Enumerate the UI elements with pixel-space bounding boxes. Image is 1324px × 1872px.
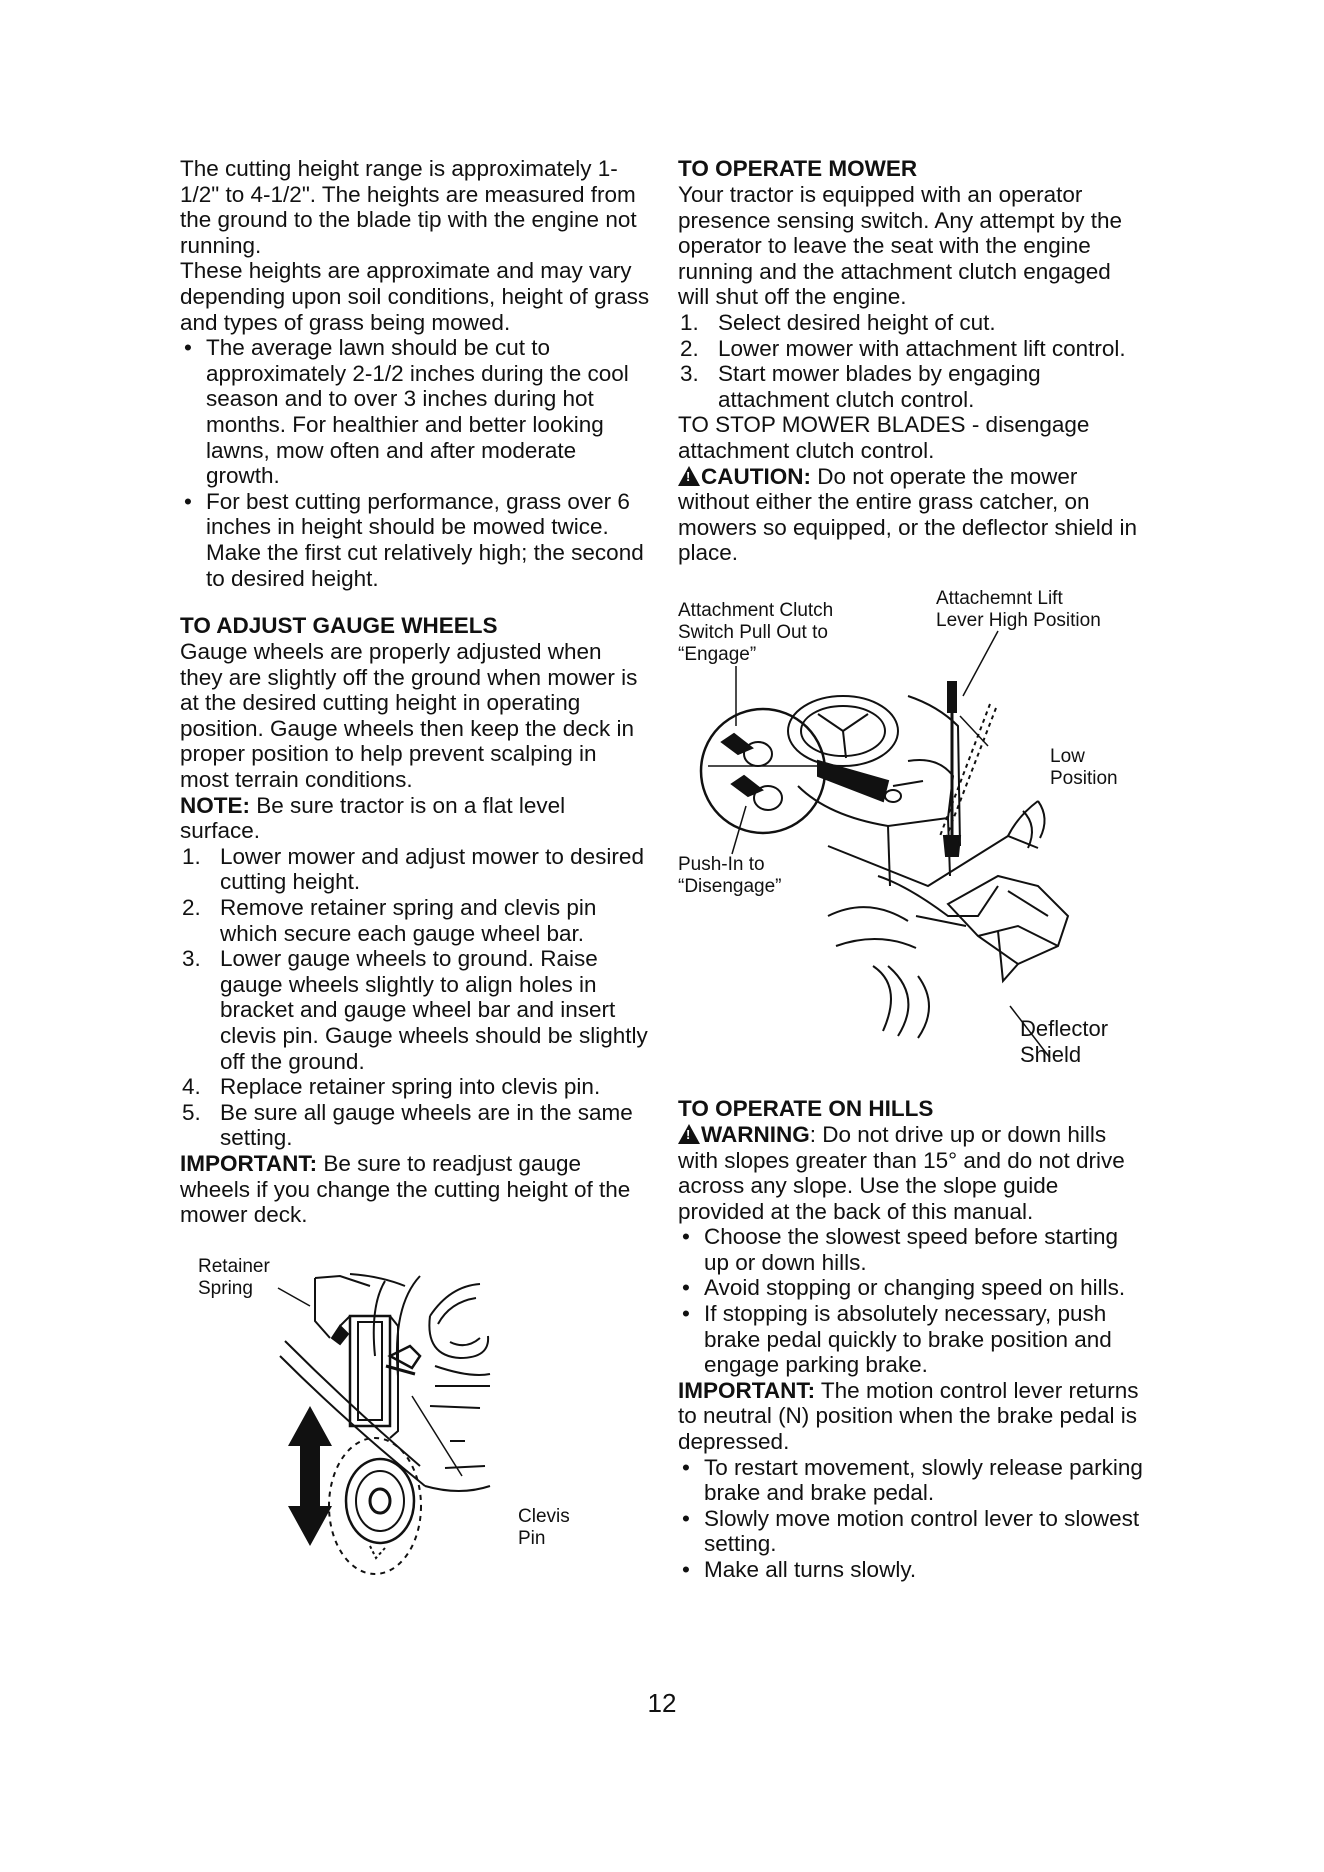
step-text: Be sure all gauge wheels are in the same setting.	[220, 1099, 633, 1151]
stop-blades-paragraph: TO STOP MOWER BLADES - disengage attachment clutch control.	[678, 412, 1090, 463]
attachment-control-figure	[678, 586, 1148, 1096]
caution-text: Do not operate the mower without either the entire grass catcher, on mowers so equipped, or the deflector shield in place.	[678, 463, 1138, 566]
list-item	[180, 844, 650, 895]
list-item: • Slowly move motion control lever to slowest setting.	[678, 1506, 1148, 1557]
list-item: • To restart movement, slowly release parking brake and brake pedal.	[678, 1455, 1148, 1506]
step-text: Select desired height of cut.	[718, 309, 996, 335]
important-paragraph	[678, 1378, 1148, 1455]
step-number: 2.	[182, 895, 201, 921]
important-text: Be sure to readjust gauge wheels if you change the cutting height of the mower deck.	[180, 1150, 631, 1228]
intro-paragraph-1: The cutting height range is approximately 1-1/2" to 4-1/2". The heights are measured from the ground to the blade tip with the engine not running.	[180, 156, 637, 258]
clutch-switch-label: Attachment Clutch Switch Pull Out to “Engage”	[678, 599, 834, 665]
important-label: IMPORTANT:	[180, 1150, 318, 1176]
operate-hills-heading: TO OPERATE ON HILLS	[678, 1095, 934, 1121]
list-item: • Avoid stopping or changing speed on hills.	[678, 1275, 1148, 1301]
gauge-wheels-paragraph: Gauge wheels are properly adjusted when they are slightly off the ground when mower is at the desired cutting height in operating position. Gauge wheels then keep the deck in proper position to help prevent scalping in most terrain conditions.	[180, 639, 638, 793]
retainer-spring-label: Retainer Spring	[198, 1255, 270, 1299]
gauge-wheel-figure	[180, 1246, 650, 1586]
deflector-shield-label: Deflector Shield	[1020, 1015, 1109, 1067]
list-item: • Make all turns slowly.	[678, 1557, 1148, 1583]
step-number: 3.	[182, 946, 201, 972]
important-label: IMPORTANT:	[678, 1377, 816, 1403]
caution-label: CAUTION:	[701, 463, 811, 489]
step-number: 3.	[680, 361, 699, 387]
list-item: • For best cutting performance, grass over 6 inches in height should be mowed twice. Make the first cut relatively high; the second to desired height.	[180, 489, 650, 591]
note-paragraph	[180, 793, 650, 844]
warning-icon	[678, 466, 700, 486]
restart-tips-list	[678, 1455, 1148, 1583]
step-text: Start mower blades by engaging attachment clutch control.	[718, 361, 1041, 412]
step-text: Remove retainer spring and clevis pin which secure each gauge wheel bar.	[220, 895, 597, 946]
important-text: The motion control lever returns to neutral (N) position when the brake pedal is depressed.	[678, 1377, 1139, 1455]
warning-icon	[678, 1124, 700, 1144]
left-column	[180, 156, 650, 1586]
list-item	[180, 1074, 650, 1100]
list-item	[678, 336, 1148, 362]
clevis-pin-label: Clevis Pin	[518, 1505, 570, 1549]
step-text: Lower mower and adjust mower to desired cutting height.	[220, 843, 644, 895]
note-text: Be sure tractor is on a flat level surface.	[180, 792, 566, 844]
gauge-wheels-heading: TO ADJUST GAUGE WHEELS	[180, 613, 498, 639]
hill-tips-list	[678, 1224, 1148, 1378]
list-item	[678, 310, 1148, 336]
cutting-tips-list	[180, 335, 650, 591]
operate-mower-heading: TO OPERATE MOWER	[678, 156, 918, 181]
caution-paragraph	[678, 464, 1148, 566]
step-text: Lower mower with attachment lift control.	[718, 335, 1126, 361]
intro-paragraph-2: These heights are approximate and may vary depending upon soil conditions, height of grass and types of grass being mowed.	[180, 258, 650, 335]
step-number: 1.	[680, 309, 699, 335]
gauge-steps-list	[180, 844, 650, 1151]
list-item: • The average lawn should be cut to approximately 2-1/2 inches during the cool season and to over 3 inches during hot months. For healthier and better looking lawns, mow often and after moderate growth.	[180, 335, 650, 489]
step-number: 1.	[182, 843, 201, 869]
list-item	[180, 946, 650, 1074]
step-text: Replace retainer spring into clevis pin.	[220, 1074, 601, 1100]
warning-label: WARNING	[701, 1121, 810, 1147]
warning-text: : Do not drive up or down hills with slopes greater than 15° and do not drive across any slope. Use the slope guide provided at the back of this manual.	[678, 1121, 1125, 1224]
page-number: 12	[647, 1688, 677, 1718]
push-disengage-label: Push-In to “Disengage”	[678, 853, 782, 897]
list-item: • If stopping is absolutely necessary, push brake pedal quickly to brake position and engage parking brake.	[678, 1301, 1148, 1378]
step-number: 4.	[182, 1074, 201, 1100]
step-number: 5.	[182, 1099, 201, 1125]
step-text: Lower gauge wheels to ground. Raise gauge wheels slightly to align holes in bracket and gauge wheel bar and insert clevis pin. Gauge wheels should be slightly off the ground.	[220, 946, 648, 1074]
operate-steps-list	[678, 310, 1148, 412]
list-item	[678, 361, 1148, 412]
right-column	[678, 156, 1148, 1583]
lift-lever-high-label: Attachemnt Lift Lever High Position	[936, 587, 1101, 631]
important-paragraph	[180, 1151, 650, 1228]
step-number: 2.	[680, 335, 699, 361]
low-position-label: Low Position	[1050, 745, 1118, 789]
warning-paragraph	[678, 1122, 1148, 1224]
list-item	[180, 1100, 650, 1151]
note-label: NOTE:	[180, 792, 250, 818]
list-item	[180, 895, 650, 946]
operate-mower-paragraph: Your tractor is equipped with an operator presence sensing switch. Any attempt by the operator to leave the seat with the engine running and the attachment clutch engaged will shut off the engine.	[678, 182, 1122, 310]
list-item: • Choose the slowest speed before starting up or down hills.	[678, 1224, 1148, 1275]
